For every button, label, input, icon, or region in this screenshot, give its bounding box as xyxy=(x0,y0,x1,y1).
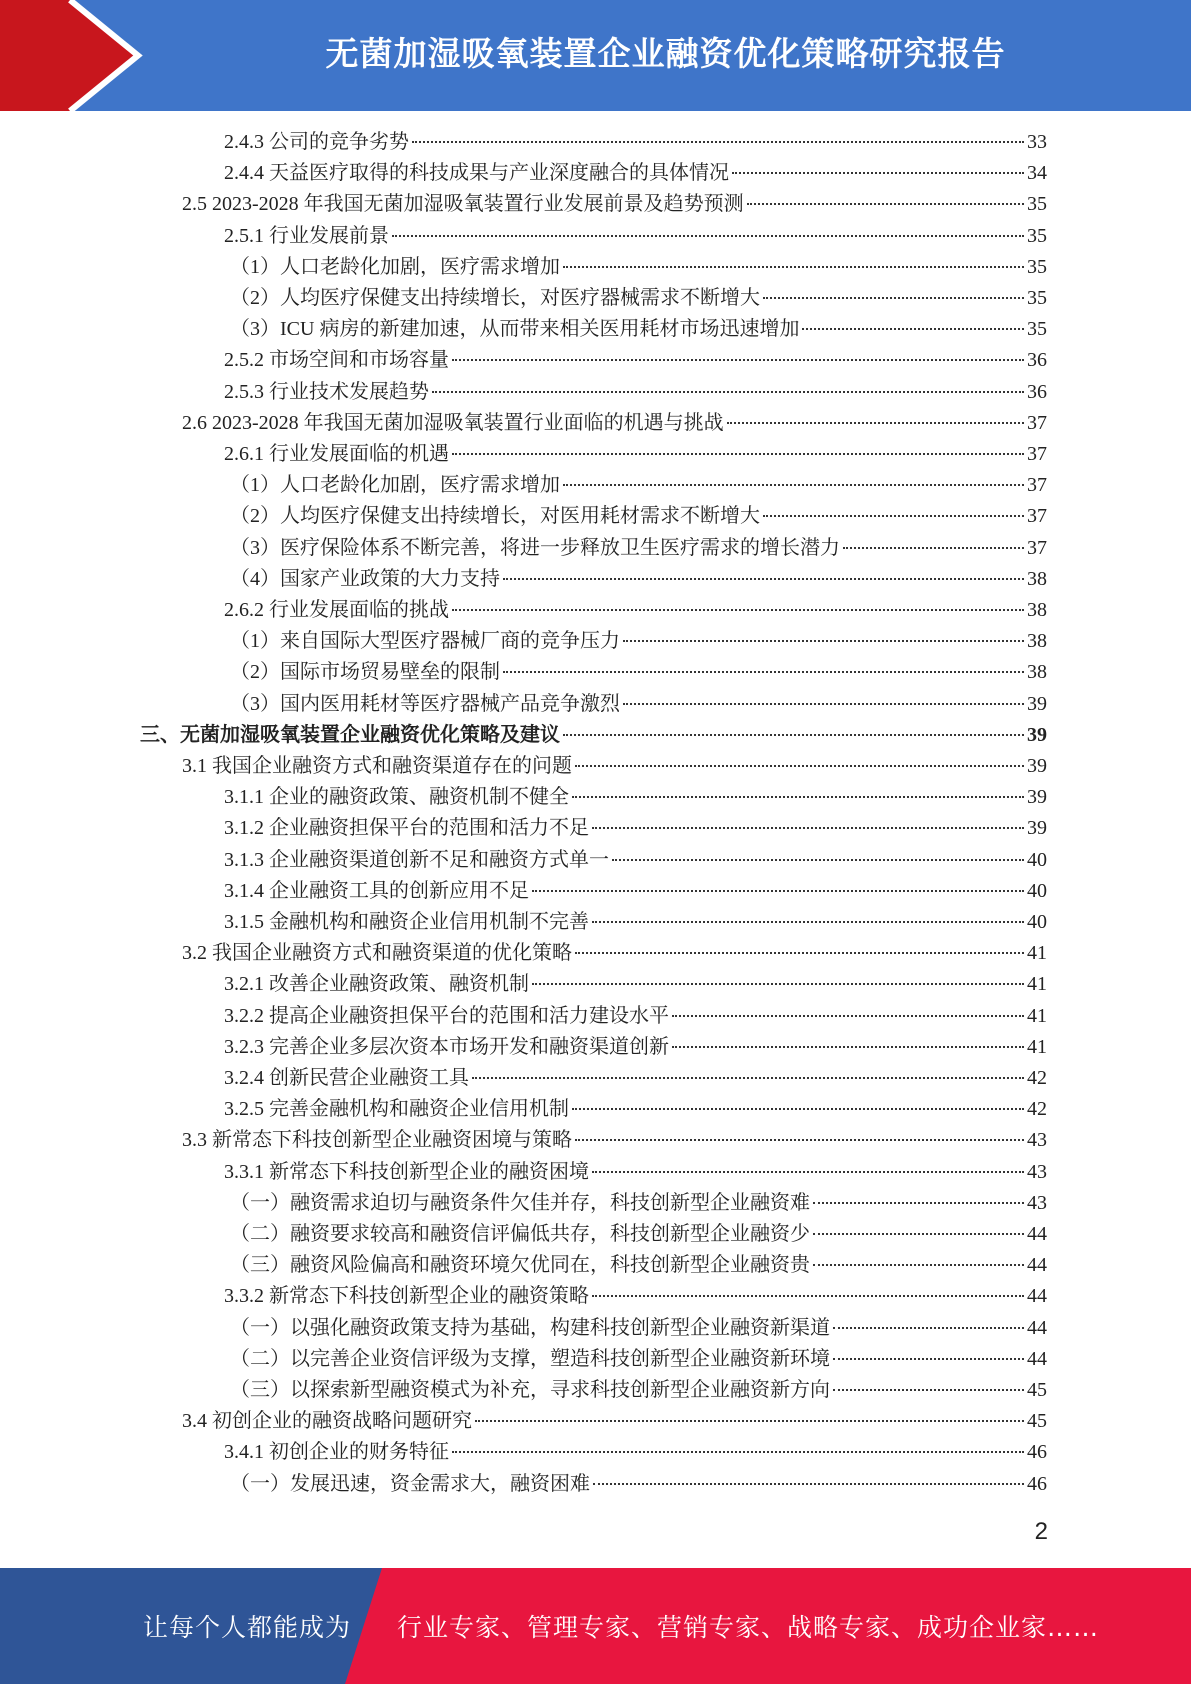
toc-entry[interactable] xyxy=(230,1313,1047,1344)
toc-entry-page: 44 xyxy=(1027,1316,1047,1339)
toc-entry[interactable] xyxy=(230,314,1047,345)
toc-entry[interactable] xyxy=(224,1094,1047,1125)
toc-entry[interactable] xyxy=(182,189,1047,220)
toc-entry-page: 40 xyxy=(1027,848,1047,871)
toc-entry-title: 3.2 我国企业融资方式和融资渠道的优化策略 xyxy=(182,942,572,965)
toc-entry-title: 3.1.5 金融机构和融资企业信用机制不完善 xyxy=(224,911,589,933)
toc-entry-page: 37 xyxy=(1027,443,1047,465)
dot-leader xyxy=(593,1483,1024,1485)
dot-leader xyxy=(813,1264,1024,1266)
toc-entry-title: （2）人均医疗保健支出持续增长，对医用耗材需求不断增大 xyxy=(230,505,760,528)
dot-leader xyxy=(802,328,1024,330)
footer-slogan-left: 让每个人都能成为 xyxy=(143,1613,352,1642)
toc-entry-page: 37 xyxy=(1027,536,1047,559)
dot-leader xyxy=(623,703,1024,705)
toc-entry-page: 33 xyxy=(1027,131,1047,153)
toc-entry-page: 43 xyxy=(1027,1129,1047,1152)
dot-leader xyxy=(833,1358,1024,1360)
toc-entry-title: （三）以探索新型融资模式为补充，寻求科技创新型企业融资新方向 xyxy=(230,1379,830,1401)
toc-entry-page: 40 xyxy=(1027,911,1047,933)
dot-leader xyxy=(763,297,1024,299)
toc-entry-title: （一）以强化融资政策支持为基础，构建科技创新型企业融资新渠道 xyxy=(230,1316,830,1339)
toc-entry-page: 46 xyxy=(1027,1441,1047,1464)
dot-leader xyxy=(452,609,1024,611)
toc-entry-page: 36 xyxy=(1027,349,1047,372)
toc-entry-page: 36 xyxy=(1027,380,1047,403)
toc-entry-page: 44 xyxy=(1027,1347,1047,1370)
toc-entry[interactable] xyxy=(224,127,1047,158)
dot-leader xyxy=(672,1015,1024,1017)
toc-entry[interactable] xyxy=(230,1344,1047,1375)
toc-entry[interactable] xyxy=(224,1281,1047,1312)
report-title: 无菌加湿吸氧装置企业融资优化策略研究报告 xyxy=(325,34,1006,73)
dot-leader xyxy=(472,1077,1024,1079)
toc-entry-title: （一）融资需求迫切与融资条件欠佳并存，科技创新型企业融资难 xyxy=(230,1191,810,1214)
toc-entry-page: 35 xyxy=(1027,318,1047,341)
toc-entry-title: 3.2.2 提高企业融资担保平台的范围和活力建设水平 xyxy=(224,1004,669,1027)
toc-entry-title: 3.1 我国企业融资方式和融资渠道存在的问题 xyxy=(182,755,572,777)
toc-entry-title: （二）以完善企业资信评级为支撑，塑造科技创新型企业融资新环境 xyxy=(230,1347,830,1370)
toc-entry-page: 43 xyxy=(1027,1191,1047,1214)
toc-entry[interactable] xyxy=(182,1125,1047,1156)
dot-leader xyxy=(575,1139,1024,1141)
toc-entry-page: 39 xyxy=(1027,723,1047,746)
header-band xyxy=(0,0,1191,111)
toc-entry-title: （1）人口老龄化加剧，医疗需求增加 xyxy=(230,255,560,278)
toc-entry-page: 41 xyxy=(1027,973,1047,996)
toc-entry[interactable] xyxy=(230,626,1047,657)
toc-entry-page: 39 xyxy=(1027,786,1047,809)
toc-entry-title: （1）人口老龄化加剧，医疗需求增加 xyxy=(230,474,560,497)
toc-entry-title: 2.6 2023-2028 年我国无菌加湿吸氧装置行业面临的机遇与挑战 xyxy=(182,411,724,434)
toc-entry-title: 3.2.5 完善金融机构和融资企业信用机制 xyxy=(224,1098,569,1121)
toc-entry-page: 37 xyxy=(1027,411,1047,434)
toc-entry[interactable] xyxy=(224,439,1047,470)
toc-entry-title: 3.1.2 企业融资担保平台的范围和活力不足 xyxy=(224,817,589,840)
toc-entry-page: 35 xyxy=(1027,287,1047,309)
page-number: 2 xyxy=(1034,1518,1048,1545)
toc-entry-page: 46 xyxy=(1027,1472,1047,1495)
toc-entry-page: 35 xyxy=(1027,255,1047,278)
dot-leader xyxy=(503,671,1024,673)
dot-leader xyxy=(575,952,1024,954)
toc-entry[interactable] xyxy=(230,283,1047,314)
toc-entry-title: 2.4.4 天益医疗取得的科技成果与产业深度融合的具体情况 xyxy=(224,162,729,185)
toc-entry[interactable] xyxy=(224,158,1047,189)
toc-entry-page: 37 xyxy=(1027,505,1047,528)
toc-entry-page: 39 xyxy=(1027,817,1047,840)
toc-entry-title: 2.6.1 行业发展面临的机遇 xyxy=(224,443,449,465)
toc-entry[interactable] xyxy=(230,533,1047,564)
dot-leader xyxy=(412,141,1024,143)
toc-entry-title: （二）融资要求较高和融资信评偏低共存，科技创新型企业融资少 xyxy=(230,1223,810,1245)
toc-entry-title: 3.1.1 企业的融资政策、融资机制不健全 xyxy=(224,786,569,809)
dot-leader xyxy=(813,1233,1024,1235)
toc-entry-title: （1）来自国际大型医疗器械厂商的竞争压力 xyxy=(230,630,620,653)
toc-entry-page: 38 xyxy=(1027,567,1047,590)
toc-entry-title: 3.1.3 企业融资渠道创新不足和融资方式单一 xyxy=(224,848,609,871)
toc-entry-page: 38 xyxy=(1027,599,1047,621)
toc-entry[interactable] xyxy=(182,751,1047,782)
toc-entry-title: 2.5 2023-2028 年我国无菌加湿吸氧装置行业发展前景及趋势预测 xyxy=(182,193,744,216)
toc-entry[interactable] xyxy=(230,252,1047,283)
toc-entry-page: 44 xyxy=(1027,1254,1047,1277)
dot-leader xyxy=(592,921,1024,923)
toc-entry-page: 42 xyxy=(1027,1067,1047,1089)
toc-entry-page: 39 xyxy=(1027,755,1047,777)
dot-leader xyxy=(563,734,1024,736)
toc-entry[interactable] xyxy=(224,377,1047,408)
dot-leader xyxy=(572,796,1024,798)
toc-entry-page: 35 xyxy=(1027,224,1047,247)
toc-entry[interactable] xyxy=(230,1250,1047,1281)
toc-entry[interactable] xyxy=(182,938,1047,969)
toc-entry-page: 44 xyxy=(1027,1285,1047,1308)
toc-entry[interactable] xyxy=(230,1188,1047,1219)
dot-leader xyxy=(813,1202,1024,1204)
toc-entry[interactable] xyxy=(224,782,1047,813)
dot-leader xyxy=(572,1108,1024,1110)
toc-entry-title: 2.4.3 公司的竞争劣势 xyxy=(224,131,409,153)
toc-entry[interactable] xyxy=(224,969,1047,1000)
dot-leader xyxy=(843,547,1024,549)
toc-entry[interactable] xyxy=(230,657,1047,688)
toc-entry-page: 38 xyxy=(1027,661,1047,684)
toc-entry-title: 3.3.2 新常态下科技创新型企业的融资策略 xyxy=(224,1285,589,1308)
toc-entry[interactable] xyxy=(230,689,1047,720)
toc-entry-page: 42 xyxy=(1027,1098,1047,1121)
dot-leader xyxy=(747,203,1024,205)
dot-leader xyxy=(612,859,1024,861)
toc-entry[interactable] xyxy=(230,1375,1047,1406)
dot-leader xyxy=(592,1295,1024,1297)
toc-entry-title: （3）ICU 病房的新建加速，从而带来相关医用耗材市场迅速增加 xyxy=(230,318,800,341)
toc-entry-title: 2.5.1 行业发展前景 xyxy=(224,224,389,247)
toc-entry[interactable] xyxy=(224,221,1047,252)
toc-entry[interactable] xyxy=(230,501,1047,532)
dot-leader xyxy=(833,1389,1024,1391)
dot-leader xyxy=(432,391,1024,393)
toc-entry[interactable] xyxy=(224,595,1047,626)
toc-entry[interactable] xyxy=(140,720,1047,751)
toc-entry-page: 45 xyxy=(1027,1410,1047,1433)
toc-entry-page: 44 xyxy=(1027,1223,1047,1245)
dot-leader xyxy=(475,1420,1024,1422)
toc-entry-page: 39 xyxy=(1027,692,1047,715)
toc-entry-title: （3）医疗保险体系不断完善，将进一步释放卫生医疗需求的增长潜力 xyxy=(230,536,840,559)
toc-entry-title: 3.3 新常态下科技创新型企业融资困境与策略 xyxy=(182,1129,572,1152)
toc-entry-page: 35 xyxy=(1027,193,1047,216)
dot-leader xyxy=(732,172,1024,174)
toc-entry-page: 41 xyxy=(1027,1004,1047,1027)
toc-entry[interactable] xyxy=(230,470,1047,501)
toc-entry-title: （一）发展迅速，资金需求大，融资困难 xyxy=(230,1472,590,1495)
toc-entry[interactable] xyxy=(224,345,1047,376)
toc-entry[interactable] xyxy=(224,813,1047,844)
toc-entry-page: 41 xyxy=(1027,1035,1047,1058)
footer-band xyxy=(0,1568,1191,1684)
toc-entry[interactable] xyxy=(224,1157,1047,1188)
toc-entry[interactable] xyxy=(224,1063,1047,1094)
footer-slogan-right: 行业专家、管理专家、营销专家、战略专家、成功企业家…… xyxy=(397,1613,1100,1642)
chevron-arrow-icon xyxy=(0,0,160,111)
toc-entry-page: 34 xyxy=(1027,162,1047,185)
toc-entry-title: 3.2.3 完善企业多层次资本市场开发和融资渠道创新 xyxy=(224,1035,669,1058)
toc-entry[interactable] xyxy=(182,1406,1047,1437)
dot-leader xyxy=(575,765,1024,767)
toc-entry[interactable] xyxy=(224,1001,1047,1032)
toc-entry[interactable] xyxy=(224,907,1047,938)
toc-entry-title: 3.2.1 改善企业融资政策、融资机制 xyxy=(224,973,529,996)
dot-leader xyxy=(563,484,1024,486)
toc-entry-title: 3.4 初创企业的融资战略问题研究 xyxy=(182,1410,472,1433)
toc-entry[interactable] xyxy=(224,845,1047,876)
dot-leader xyxy=(623,640,1024,642)
dot-leader xyxy=(672,1046,1024,1048)
dot-leader xyxy=(452,1451,1024,1453)
dot-leader xyxy=(592,1171,1024,1173)
toc-entry[interactable] xyxy=(230,564,1047,595)
toc-entry[interactable] xyxy=(224,1437,1047,1468)
toc-entry-page: 45 xyxy=(1027,1379,1047,1401)
toc-entry-page: 40 xyxy=(1027,879,1047,902)
dot-leader xyxy=(452,359,1024,361)
toc-entry[interactable] xyxy=(182,408,1047,439)
dot-leader xyxy=(763,515,1024,517)
toc-entry-title: 3.2.4 创新民营企业融资工具 xyxy=(224,1067,469,1089)
toc-entry-title: 2.5.3 行业技术发展趋势 xyxy=(224,380,429,403)
toc-entry-title: （3）国内医用耗材等医疗器械产品竞争激烈 xyxy=(230,692,620,715)
toc-entry[interactable] xyxy=(224,1032,1047,1063)
toc-entry-title: 3.3.1 新常态下科技创新型企业的融资困境 xyxy=(224,1160,589,1183)
dot-leader xyxy=(727,422,1024,424)
toc-entry-title: （2）人均医疗保健支出持续增长，对医疗器械需求不断增大 xyxy=(230,287,760,309)
toc-entry-title: 三、无菌加湿吸氧装置企业融资优化策略及建议 xyxy=(140,723,560,746)
toc-entry-page: 43 xyxy=(1027,1160,1047,1183)
toc-entry-title: 3.1.4 企业融资工具的创新应用不足 xyxy=(224,879,529,902)
toc-entry-title: （三）融资风险偏高和融资环境欠优同在，科技创新型企业融资贵 xyxy=(230,1254,810,1277)
dot-leader xyxy=(392,235,1024,237)
toc-entry[interactable] xyxy=(230,1219,1047,1250)
dot-leader xyxy=(532,890,1024,892)
dot-leader xyxy=(563,266,1024,268)
toc-entry-page: 38 xyxy=(1027,630,1047,653)
dot-leader xyxy=(833,1327,1024,1329)
toc-entry-title: （2）国际市场贸易壁垒的限制 xyxy=(230,661,500,684)
toc-entry[interactable] xyxy=(230,1469,1047,1500)
toc-entry[interactable] xyxy=(224,876,1047,907)
dot-leader xyxy=(592,827,1024,829)
dot-leader xyxy=(503,578,1024,580)
toc-entry-page: 41 xyxy=(1027,942,1047,965)
dot-leader xyxy=(532,983,1024,985)
toc-entry-title: 2.6.2 行业发展面临的挑战 xyxy=(224,599,449,621)
toc-entry-title: 3.4.1 初创企业的财务特征 xyxy=(224,1441,449,1464)
toc-entry-page: 37 xyxy=(1027,474,1047,497)
dot-leader xyxy=(452,453,1024,455)
toc-entry-title: 2.5.2 市场空间和市场容量 xyxy=(224,349,449,372)
toc-entry-title: （4）国家产业政策的大力支持 xyxy=(230,567,500,590)
